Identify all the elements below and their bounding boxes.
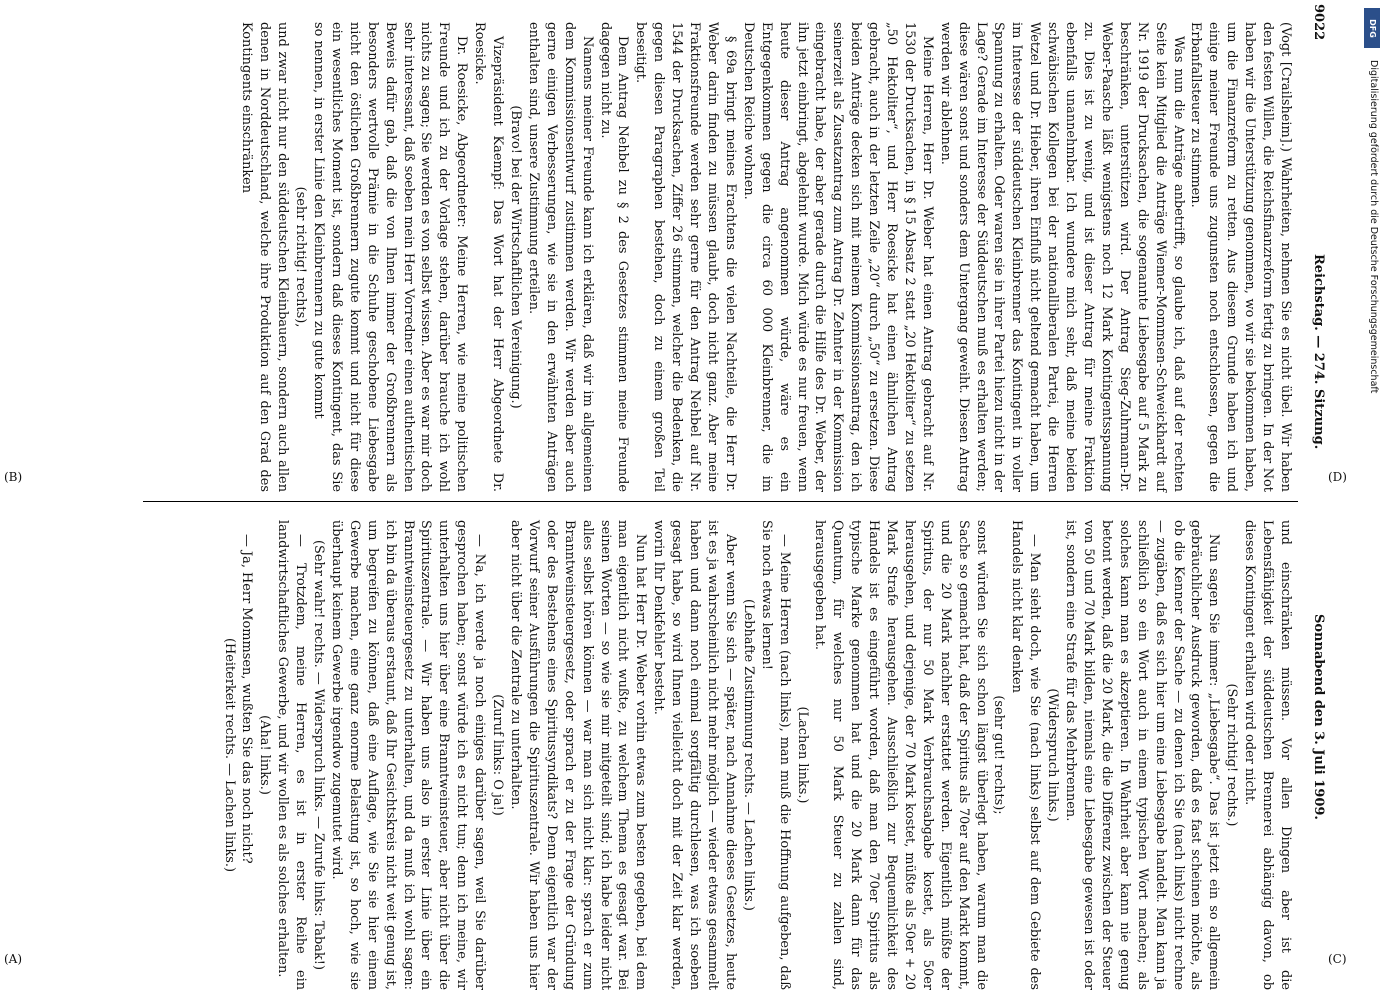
interjection: (sehr gut! rechts); bbox=[991, 695, 1007, 815]
paragraph: — Na, ich werde ja noch einiges darüber sagen, weil Sie darüber gesprochen haben; sonst würde ich es nicht tun; denn ich meine, wir unterhalten uns hier über eine Branntweinsteuer, aber nicht über die Spirituszentrale. — Wir haben uns also in erster Linie über ein Branntweinsteuergesetz zu unterhalten, und da muß ich wohl sagen: ich bin da überaus erstaunt, daß Ihr Gesichtskreis nicht weit genug ist, um begreifen zu können, daß eine Auflage, wie Sie sie hier einem Gewerbe machen, eine ganz enorme Belastung ist, so hoch, wie sie überhaupt keinem Gewerbe irgendwo zugemutet wird. bbox=[328, 520, 488, 990]
paragraph: Vizepräsident Kaempf: Das Wort hat der Herr Abgeordnete Dr. Roesicke. bbox=[472, 22, 506, 492]
paragraph: Dr. Roesicke, Abgeordneter: Meine Herren, wie meine politischen Freunde und ich zu der Vorlage stehen, darüber brauche ich wohl nichts zu sagen; Sie werden es von selbst wissen. Aber es war mir doch sehr interessant, daß soeben mein Herr Vorredner einen authentischen Beweis dafür gab, daß die von Ihnen immer der Großbrennern als besonders wertvolle Prämie in die Schuhe geschobene Liebesgabe nicht den östlichen Großbrennern zugute kommt und nicht für diese ein wesentliches Moment ist, sondern daß dieses Kontingent, das Sie so nennen, in erster Linie den Kleinbrennern zu gute kommt bbox=[311, 22, 470, 492]
paragraph: Dem Antrag Nehbel zu § 2 des Gesetzes stimmen meine Freunde dagegen nicht zu. bbox=[597, 22, 631, 492]
interjection: (Widerspruch links.) bbox=[1045, 688, 1061, 822]
running-header bbox=[1304, 4, 1326, 996]
margin-marker-c: (C) bbox=[1328, 952, 1347, 966]
paragraph: Namens meiner Freunde kann ich erklären, daß wir im allgemeinen dem Kommissionsentwurf zustimmen werden. Wir werden aber auch gerne einigen Verbesserungen, wie sie in den erwähnten Anträgen enthalten sind, unsere Zustimmung erteilen. bbox=[525, 22, 595, 492]
margin-marker-a: (A) bbox=[4, 952, 23, 966]
paragraph: Was nun die Anträge anbetrifft, so glaube ich, daß auf der rechten Seite kein Mitglied die Anträge Wiemer-Mommsen-Schweickhardt auf Nr. 1919 der Drucksachen, die sogenannte Liebesgabe auf 5 Mark zu beschränken, unterstützen wird. Der Antrag Sieg-Zuhrmann-Dr. Weber-Paasche läßt wenigstens noch 12 Mark Kontingentsspannung zu. Dies ist zu wenig, und ist dieser Antrag für meine Fraktion ebenfalls unannehmbar. Ich wundere mich sehr, daß meine beiden schwäbischen Kollegen bei der nationalliberalen Partei, die Herren Wetzel und Dr. Hieber, ihren Einfluß nicht geltend gemacht haben, um im Interesse der süddeutschen Kleinbrenner das Kontingent in voller Spannung zu erhalten. Oder waren sie in ihrer Partei hiezu nicht in der Lage? Gerade im Interesse der Süddeutschen muß es erhalten werden; diese wären sonst und sonders dem Untergang geweiht. Diesen Antrag werden wir ablehnen. bbox=[937, 22, 1186, 492]
interjection: (Sehr richtig! rechts.) bbox=[1224, 683, 1240, 827]
left-running-title: Reichstag. — 274. Sitzung. bbox=[1311, 254, 1326, 450]
interjection: (Zuruf links: O ja!) bbox=[490, 694, 506, 816]
paragraph: (Vogt [Crailsheim].) Wahrheiten, nehmen Sie es nicht übel. Wir haben den festen Willen, die Reichsfinanzreform fertig zu bringen. In der Not haben wir die Unterstützung genommen, wo wir sie bekommen haben, um die Finanzreform zu retten. Aus diesem Grunde haben ich und einige meiner Freunde uns zugunsten noch entschlossen, gegen die Erbanfallsteuer zu stimmen. bbox=[1188, 22, 1293, 492]
paragraph: — Man sieht doch, wie Sie (nach links) selbst auf dem Gebiete des Handels nicht klar denken bbox=[1009, 520, 1043, 990]
dfg-logo: DFG bbox=[1364, 8, 1380, 48]
interjection: (Bravo! bei der Wirtschaftlichen Vereinigung.) bbox=[508, 105, 524, 409]
interjection: (sehr richtig! rechts), bbox=[293, 186, 309, 328]
paragraph: Aber wenn Sie sich — später, nach Annahme dieses Gesetzes, heute ist es ja wahrscheinlich nicht mehr möglich — wieder etwas gesammelt haben und dann noch einmal sorgfältig durchlesen, was ich soeben gesagt habe, so wird Ihnen vielleicht doch mit der Zeit klar werden, worin Ihr Denkfehler besteht. bbox=[651, 520, 738, 990]
margin-marker-b: (B) bbox=[4, 470, 23, 484]
paragraph: Nun hat Herr Dr. Weber vorhin etwas zum besten gegeben, bei dem man eigentlich nicht wußte, zu welchem Thema es gesagt war. Bei seinen Worten — so wie sie mir mitgeteilt sind; ich habe leider nicht alles selbst hören können — war man sich nicht klar: sprach er zum Branntweinsteuergesetz, oder sprach er zu der Frage der Gründung oder des Bestehens eines Spiritussyndikats? Denn eigentlich war der Vorwurf seiner Ausführungen die Spirituszentrale. Wir haben uns hier aber nicht über die Zentrale zu unterhalten. bbox=[508, 520, 649, 990]
interjection: (Lachen links.) bbox=[794, 706, 810, 804]
paragraph: — Meine Herren (nach links), man muß die Hoffnung aufgeben, daß Sie noch etwas lernen! bbox=[758, 520, 792, 990]
paragraph: — Trotzdem, meine Herren, es ist in erster Reihe ein landwirtschaftliches Gewerbe, und wir wollen es als solches erhalten. bbox=[275, 520, 309, 990]
digitization-note-text: Digitalisierung gefördert durch die Deutsche Forschungsgemeinschaft bbox=[1368, 60, 1379, 394]
digitization-note bbox=[1368, 60, 1380, 800]
interjection: (Heiterkeit rechts. — Lachen links.) bbox=[221, 637, 237, 873]
paragraph: — Ja, Herr Mommsen, wußten Sie das noch nicht? bbox=[239, 534, 255, 864]
column-rule bbox=[143, 501, 1298, 502]
interjection: (Lebhafte Zustimmung rechts. — Lachen links.) bbox=[740, 599, 756, 911]
interjection: (Aha! links.) bbox=[257, 715, 273, 795]
paragraph: und einschränken müssen. Vor allen Dingen aber ist die Lebensfähigkeit der süddeutschen Brennerei abhängig davon, ob dieses Kontingent erhalten wird oder nicht. bbox=[1242, 520, 1293, 990]
paragraph: § 69a bringt meines Erachtens die vielen Nachteile, die Herr Dr. Weber darin finden zu müssen glaubt, doch nicht ganz. Aber meine Fraktionsfreunde werden sehr gerne für den Antrag Nehbel auf Nr. 1544 der Drucksachen, Ziffer 26 stimmen, welcher die Bedenken, die gegen diesen Paragraphen bestehen, doch zu einem großen Teil beseitigt. bbox=[633, 22, 738, 492]
left-column bbox=[238, 22, 1294, 492]
right-column bbox=[220, 520, 1294, 990]
right-running-title: Sonnabend den 3. Juli 1909. bbox=[1311, 614, 1326, 820]
margin-marker-d: (D) bbox=[1328, 470, 1347, 484]
paragraph: Meine Herren, Herr Dr. Weber hat einen Antrag gebracht auf Nr. 1530 der Drucksachen, in § 15 Absatz 2 statt „20 Hektoliter“ zu setzen „50 Hektoliter“, und Herr Roesicke hat einen ähnlichen Antrag gebracht, auch in der letzten Zeile „20“ durch „50“ zu ersetzen. Diese beiden Anträge decken sich mit meinem Kommissionsantrag, den ich seinerzeit als Zusatzantrag zum Antrag Dr. Zehnter in der Kommission eingebracht habe, der aber gerade durch die Hilfe des Dr. Weber, der ihn jetzt einbringt, abgelehnt wurde. Mich würde es nur freuen, wenn heute dieser Antrag angenommen würde, wäre es ein Entgegenkommen gegen die circa 60 000 Kleinbrenner, die im Deutschen Reiche wohnen. bbox=[740, 22, 935, 492]
paragraph: sonst würden Sie sich schon längst überlegt haben, warum man die Sache so gemacht hat, daß der Spiritus als 70er auf den Markt kommt, und die 20 Mark nachher erstattet werden. Eigentlich müßte der Spiritus, der nur 50 Mark Verbrauchsabgabe kostet, als 50er herausgehen, und derjenige, der 70 Mark kostet, müßte als 50er + 20 Mark Strafe herausgehen. Ausschließlich zur Bequemlichkeit des Handels ist es eingeführt worden, daß man den 70er Spiritus als typische Marke genommen hat und die 20 Mark dann für das Quantum, für welches nur 50 Mark Steuer zu zahlen sind, herausgegeben hat. bbox=[812, 520, 989, 990]
page-number: 9022 bbox=[1311, 4, 1326, 41]
interjection: (Sehr wahr! rechts. — Widerspruch links. — Zurufe links: Tabak!) bbox=[311, 540, 327, 970]
rotated-page bbox=[3, 4, 1328, 996]
paragraph: und zwar nicht nur den süddeutschen Kleinbauern, sondern auch allen denen in Norddeutschland, welche ihre Produktion auf den Grad des Kontingents einschränken bbox=[239, 22, 291, 492]
paragraph: Nun sagen Sie immer: „Liebesgabe“. Das ist jetzt ein so allgemein gebräuchlicher Ausdruck geworden, daß es fast scheinen möchte, als ob die Kenner der Sache — zu denen ich Sie (nach links) nicht rechne — zugäben, daß es sich hier um eine Liebesgabe handelt. Man kann ja schließlich so ein Wort auch in einem typischen Wort machen; als solches kann man es akzeptieren. In Wahrheit aber kann nie genug betont werden, daß die 20 Mark, die die Differenz zwischen der Steuer von 50 und 70 Mark bilden, niemals eine Liebesgabe gewesen ist oder ist, sondern eine Strafe für das Mehrbrennen. bbox=[1063, 520, 1222, 990]
